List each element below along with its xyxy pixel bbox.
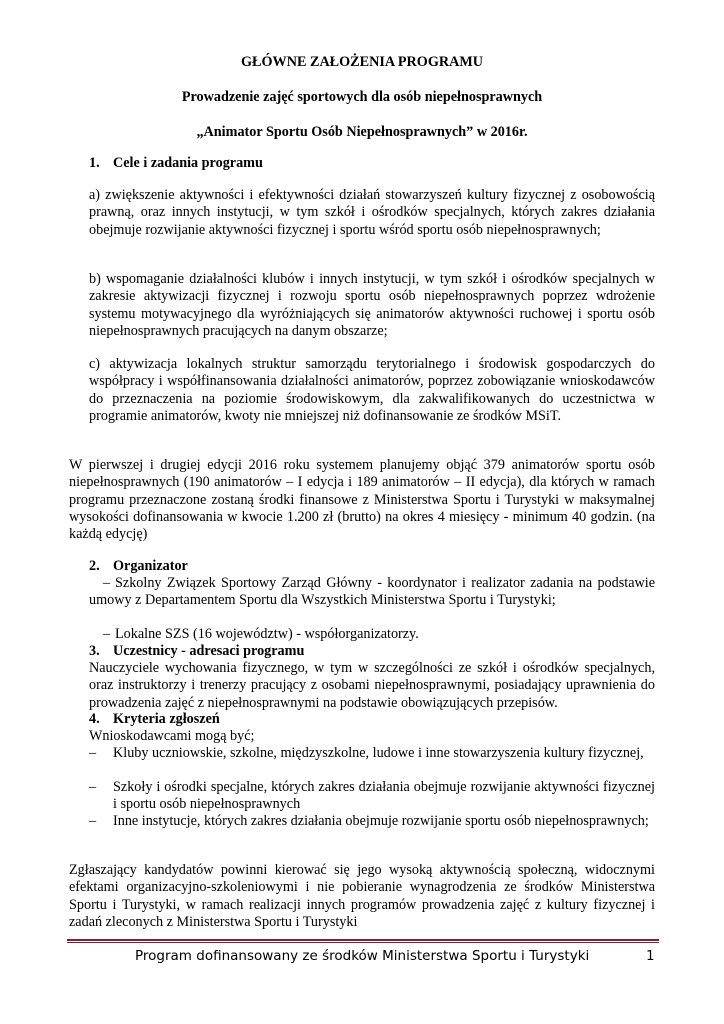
intro-paragraph: W pierwszej i drugiej edycji 2016 roku systemem planujemy objąć 379 animatorów sportu osób niepełnosprawnych (190 animatorów – I edycja i 189 animatorów – II edycja), dla których w ramach programu przeznaczone zostaną środki finansowe z Ministerstwa Sportu i Turystyki w maksymalnej wysokości dofinansowania w kwocie 1.200 zł (brutto) na okres 4 miesięcy - minimum 40 godzin. (na każdą edycję) <box>69 457 655 543</box>
list-item <box>89 779 655 814</box>
section-3-number: 3. <box>89 643 100 659</box>
subtitle: Prowadzenie zajęć sportowych dla osób niepełnosprawnych <box>181 89 543 105</box>
section-4-number: 4. <box>89 711 100 727</box>
footer-rule <box>67 939 659 941</box>
section-4-lead: Wnioskodawcami mogą być; <box>89 728 255 744</box>
section-2-number: 2. <box>89 558 100 574</box>
main-title: GŁÓWNE ZAŁOŻENIA PROGRAMU <box>241 54 483 70</box>
section-4-heading <box>89 711 220 728</box>
section-2-heading <box>89 558 188 575</box>
section-2-title: Organizator <box>113 558 188 574</box>
section-1-title: Cele i zadania programu <box>113 155 263 171</box>
dash-marker: – <box>103 575 111 591</box>
section-1-item-b: b) wspomaganie działalności klubów i innych instytucji, w tym szkół i ośrodków specjalnych w zakresie aktywizacji fizycznej i rozwoju sportu osób niepełnosprawnych poprzez wdrożenie systemu motywacyjnego dla wyróżniających się animatorów aktywności ruchowej i sportu osób niepełnosprawnych pracujących na danym obszarze; <box>89 271 655 339</box>
list-item-text: Szkoły i ośrodki specjalne, których zakres działania obejmuje rozwijanie aktywności fizycznej i sportu osób niepełnosprawnych <box>113 779 655 813</box>
dash-marker: – <box>89 779 97 795</box>
section-1-item-c: c) aktywizacja lokalnych struktur samorządu terytorialnego i środowisk gospodarczych do współpracy i współfinansowania działalności animatorów, poprzez zobowiązanie wnioskodawców do przeznaczenia na poziomie środowiskowym, dla zakwalifikowanych do uczestnictwa w programie animatorów, kwoty nie mniejszej niż dofinansowanie ze środków MSiT. <box>89 356 655 424</box>
footer-text: Program dofinansowany ze środków Ministerstwa Sportu i Turystyki <box>135 948 590 964</box>
dash-marker: – <box>103 626 111 642</box>
list-item <box>89 813 655 830</box>
list-item <box>89 745 655 762</box>
section-4-title: Kryteria zgłoszeń <box>113 711 220 727</box>
section-1-number: 1. <box>89 155 100 171</box>
closing-paragraph: Zgłaszający kandydatów powinni kierować się jego wysoką aktywnością społeczną, widocznymi efektami organizacyjno-szkoleniowymi i nie pobieranie wynagrodzenia ze środków Ministerstwa Sportu i Turystyki, w ramach realizacji innych programów prowadzenia zajęć z kultury fizycznej i zadań zleconych z Ministerstwa Sportu i Turystyki <box>69 862 655 930</box>
section-2-item-2 <box>89 626 655 643</box>
dash-marker: – <box>89 745 97 761</box>
section-3-text: Nauczyciele wychowania fizycznego, w tym w szczególności ze szkół i ośrodków specjalnych, oraz instruktorzy i trenerzy pracujący z osobami niepełnosprawnymi, posiadający uprawnienia do prowadzenia zajęć z niepełnosprawnymi na podstawie obowiązujących przepisów. <box>89 660 655 711</box>
section-3-title: Uczestnicy - adresaci programu <box>113 643 305 659</box>
section-3-heading <box>89 643 304 660</box>
section-1-heading <box>89 155 263 172</box>
dash-marker: – <box>89 813 97 829</box>
section-2-item-2-text: Lokalne SZS (16 województw) - współorganizatorzy. <box>115 626 419 642</box>
section-2-item-1 <box>89 575 655 610</box>
page-number: 1 <box>646 948 655 964</box>
footer-rule-thin <box>67 942 659 943</box>
program-name: „Animator Sportu Osób Niepełnosprawnych” w 2016r. <box>196 124 528 140</box>
section-1-item-a: a) zwiększenie aktywności i efektywności działań stowarzyszeń kultury fizycznej z osobowością prawną, oraz innych instytucji, w tym szkół i ośrodków specjalnych, których zakres działania obejmuje rozwijanie aktywności fizycznej i sportu wśród sportu osób niepełnosprawnych; <box>89 187 655 238</box>
section-2-item-1-text: Szkolny Związek Sportowy Zarząd Główny - koordynator i realizator zadania na podstawie umowy z Departamentem Sportu dla Wszystkich Ministerstwa Sportu i Turystyki; <box>89 575 655 609</box>
list-item-text: Inne instytucje, których zakres działania obejmuje rozwijanie sportu osób niepełnosprawnych; <box>113 813 649 829</box>
list-item-text: Kluby uczniowskie, szkolne, międzyszkolne, ludowe i inne stowarzyszenia kultury fizycznej, <box>113 745 644 761</box>
